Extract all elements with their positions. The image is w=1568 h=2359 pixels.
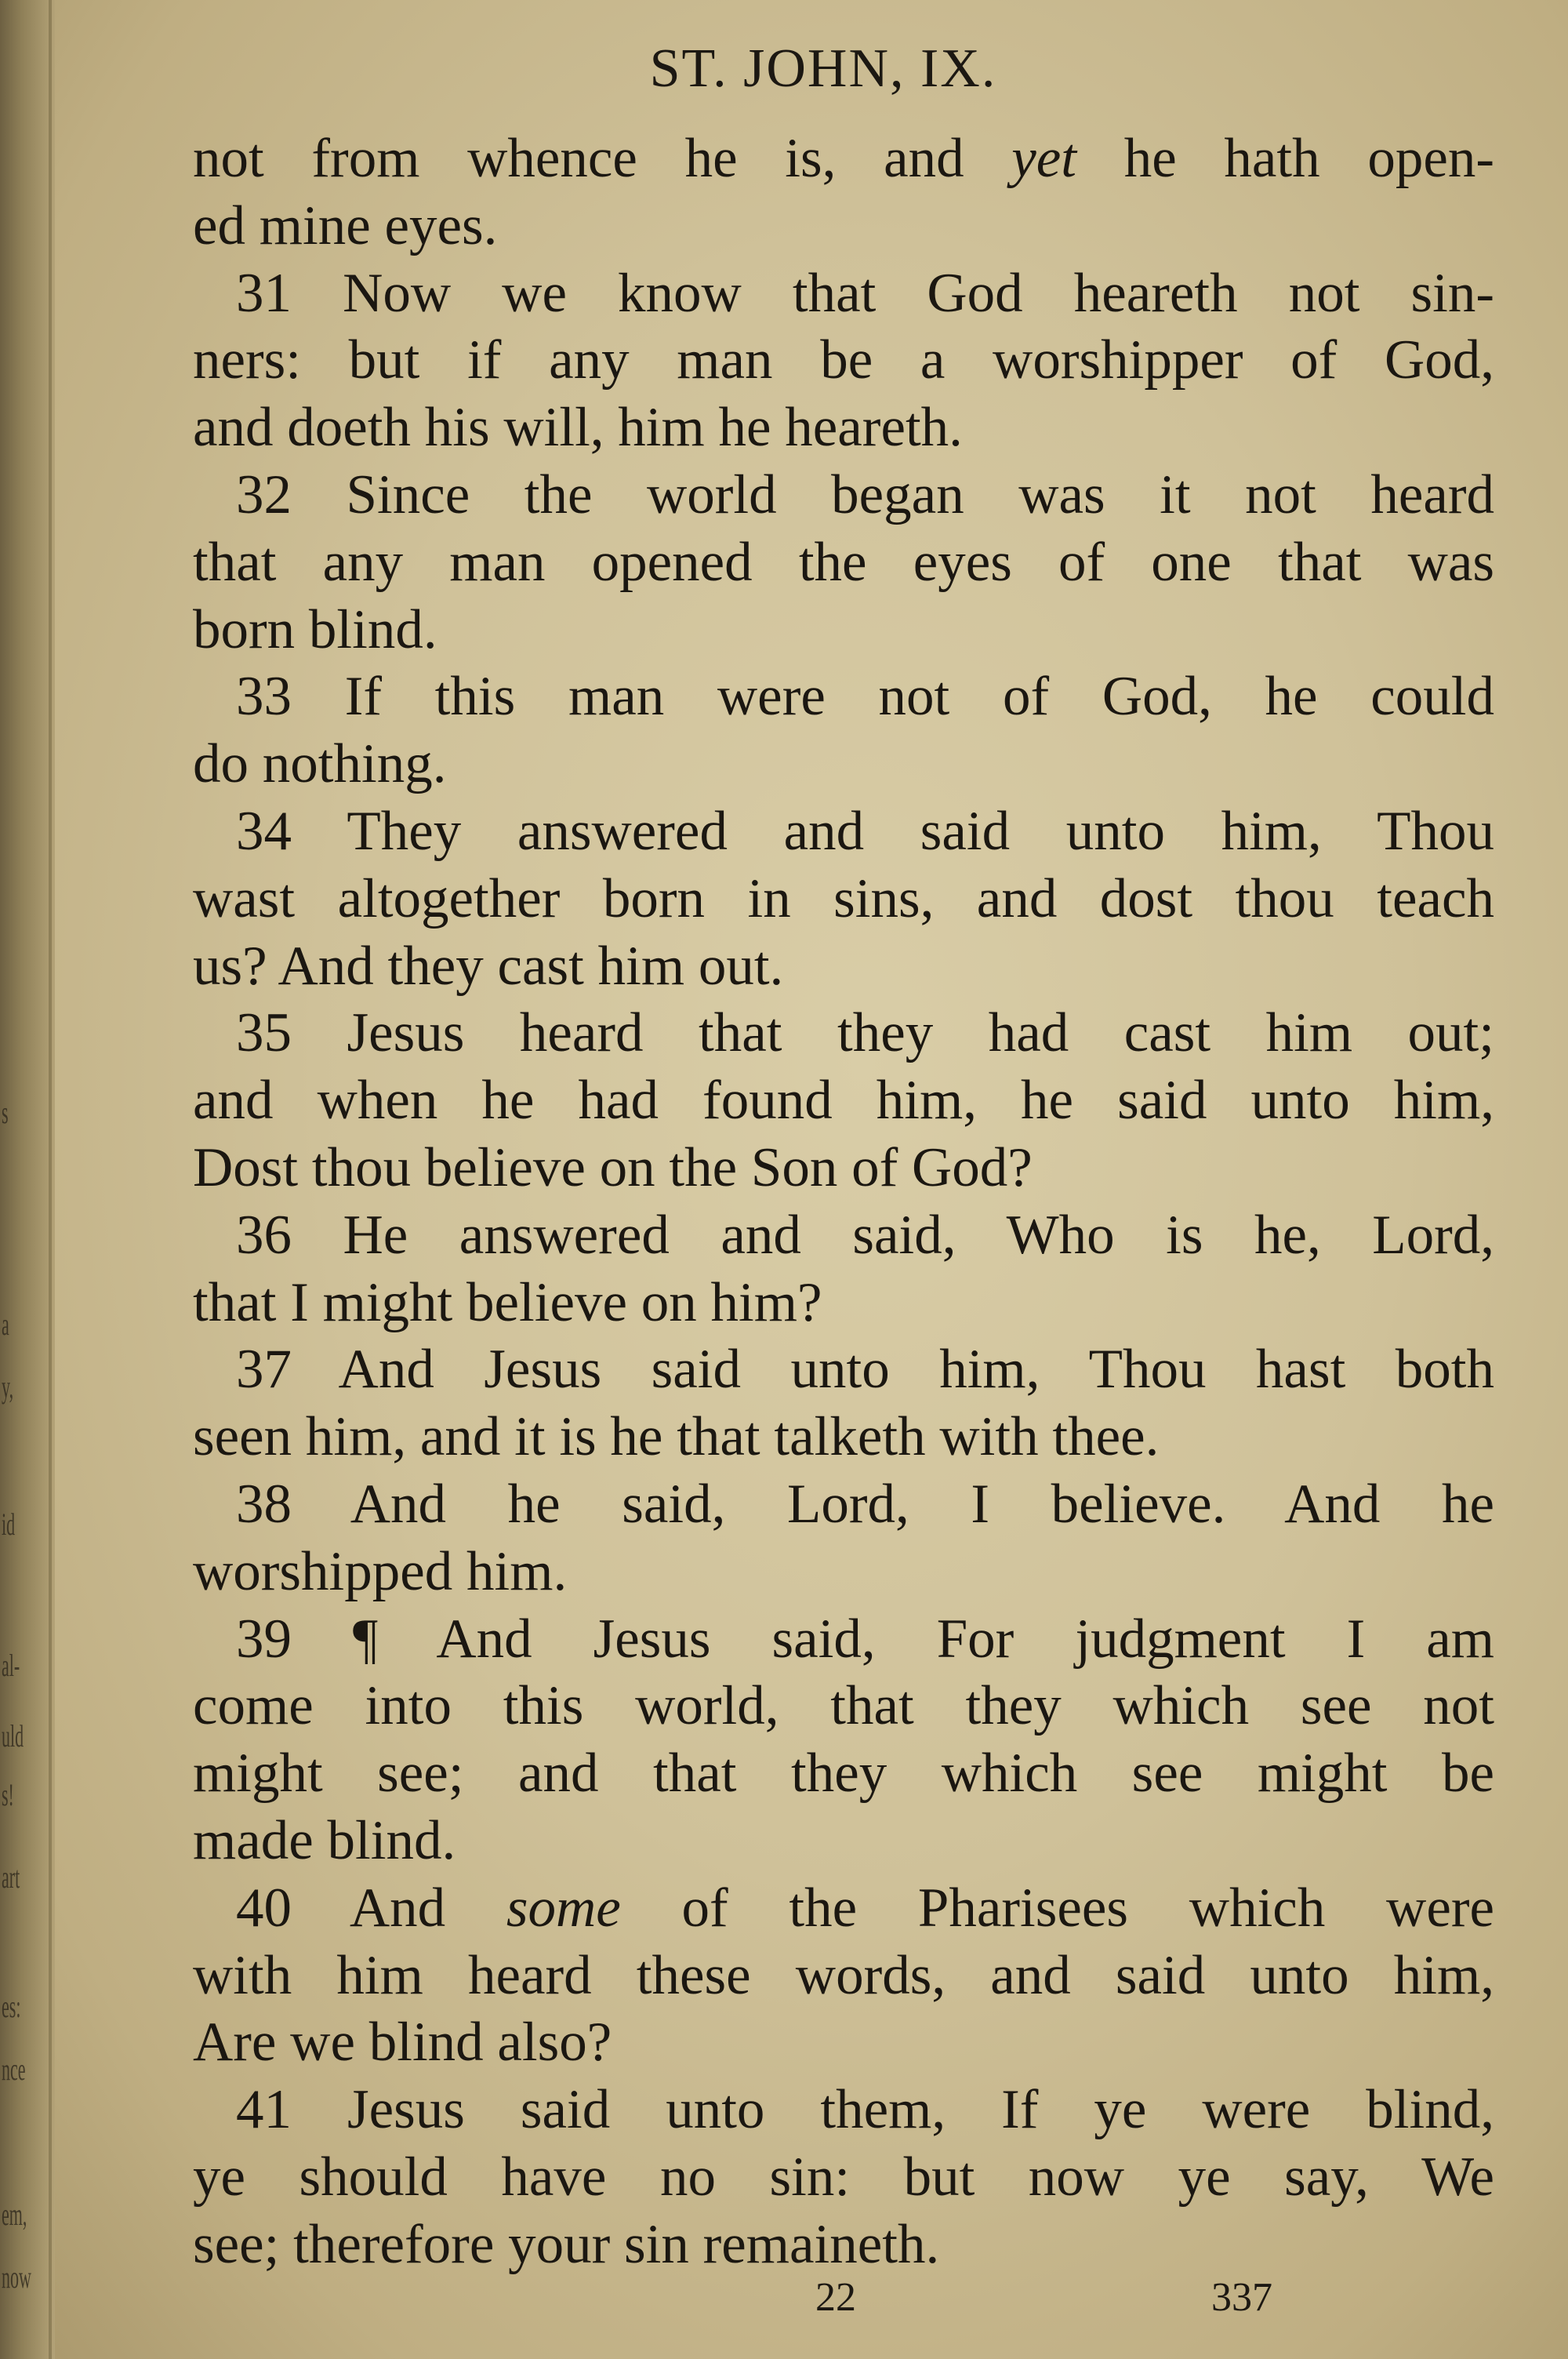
verse [193,1202,1494,1337]
facing-page-fragment: es: [2,1989,21,2024]
facing-page-fragment: al- [2,1648,20,1683]
text-segment: with him heard these words, and said unto him, [193,1944,1494,2006]
text-line [193,1471,1494,1539]
text-line [193,2144,1494,2212]
verse [193,1875,1494,2077]
text-line [193,1808,1494,1875]
text-segment: come into this world, that they which see not [193,1675,1494,1737]
text-segment: that any man opened the eyes of one that was [193,531,1494,593]
verse [193,462,1494,663]
text-line [193,1875,1494,1943]
text-segment: wast altogether born in sins, and dost thou teach [193,867,1494,929]
text-line [193,2077,1494,2144]
text-line [193,462,1494,529]
text-segment: 39 ¶ And Jesus said, For judgment I am [236,1608,1494,1670]
facing-page-edge [0,0,55,2359]
verse [193,1336,1494,1471]
text-line [193,597,1494,664]
text-segment: us? And they cast him out. [193,935,784,997]
italic-word: yet [1011,128,1077,189]
text-segment: see; therefore your sin remaineth. [193,2213,940,2275]
verse [193,1606,1494,1875]
verse [193,125,1494,260]
text-line [193,327,1494,394]
text-segment: 37 And Jesus said unto him, Thou hast both [236,1339,1494,1401]
verse [193,2077,1494,2278]
text-line [193,193,1494,260]
text-segment: born blind. [193,598,437,660]
text-segment: 31 Now we know that God heareth not sin- [236,262,1494,324]
text-line [193,933,1494,1001]
text-line [193,1943,1494,2010]
verse [193,1000,1494,1201]
text-line [193,1673,1494,1740]
text-line [193,1270,1494,1337]
text-segment: 34 They answered and said unto him, Thou [236,800,1494,862]
text-segment: he hath open- [1076,128,1494,189]
verse [193,798,1494,1000]
text-segment: Dost thou believe on the Son of God? [193,1136,1033,1198]
facing-page-fragment: a [2,1307,9,1342]
facing-page-fragment: s! [2,1777,14,1812]
text-segment: worshipped him. [193,1540,568,1602]
page-number: 337 [1211,2275,1272,2320]
text-line [193,1740,1494,1808]
text-line [193,731,1494,798]
page-footer [0,2274,1568,2329]
text-segment: do nothing. [193,733,447,795]
signature-mark: 22 [815,2275,856,2320]
facing-page-fragment: art [2,1859,20,1895]
text-segment: 33 If this man were not of God, he could [236,666,1494,728]
text-segment: and doeth his will, him he heareth. [193,397,963,459]
text-line [193,1067,1494,1135]
text-segment: of the Pharisees which were [620,1877,1494,1939]
text-segment: not from whence he is, and [193,128,1012,189]
text-segment: 40 And [236,1877,506,1939]
text-line [193,1539,1494,1606]
text-segment: seen him, and it is he that talketh with thee. [193,1406,1160,1468]
facing-page-fragment: nce [2,2052,26,2087]
text-line [193,1135,1494,1202]
page-title: ST. JOHN, IX. [649,38,997,99]
italic-word: some [506,1877,621,1939]
facing-page-fragment: em, [2,2197,27,2232]
running-header [0,38,1568,100]
text-line [193,663,1494,731]
text-line [193,798,1494,866]
text-line [193,866,1494,933]
facing-page-fragment: now [2,2259,31,2295]
text-line [193,260,1494,328]
facing-page-fragment: uld [2,1718,24,1754]
text-segment: 32 Since the world began was it not heard [236,463,1494,525]
text-line [193,125,1494,193]
text-line [193,1202,1494,1270]
text-segment: 36 He answered and said, Who is he, Lord, [236,1204,1494,1266]
text-segment: made blind. [193,1809,456,1871]
text-line [193,394,1494,462]
text-segment: 35 Jesus heard that they had cast him out; [236,1002,1494,1064]
facing-page-fragment: y, [2,1369,14,1405]
text-segment: ed mine eyes. [193,194,498,256]
text-segment: ners: but if any man be a worshipper of God, [193,329,1494,391]
verse [193,260,1494,462]
scripture-text [193,125,1494,2279]
text-segment: and when he had found him, he said unto him, [193,1070,1494,1132]
text-line [193,1404,1494,1471]
text-segment: might see; and that they which see might be [193,1743,1494,1805]
facing-page-fragment: s [2,1095,9,1130]
text-segment: 41 Jesus said unto them, If ye were blind, [236,2079,1494,2141]
text-segment: ye should have no sin: but now ye say, We [193,2146,1494,2208]
text-segment: that I might believe on him? [193,1271,822,1333]
text-line [193,2009,1494,2077]
text-line [193,529,1494,597]
verse [193,1471,1494,1606]
text-segment: 38 And he said, Lord, I believe. And he [236,1473,1494,1535]
text-line [193,1606,1494,1674]
text-line [193,1336,1494,1404]
text-line [193,2212,1494,2279]
verse [193,663,1494,798]
text-segment: Are we blind also? [193,2012,612,2074]
text-line [193,1000,1494,1067]
facing-page-fragment: id [2,1507,16,1542]
